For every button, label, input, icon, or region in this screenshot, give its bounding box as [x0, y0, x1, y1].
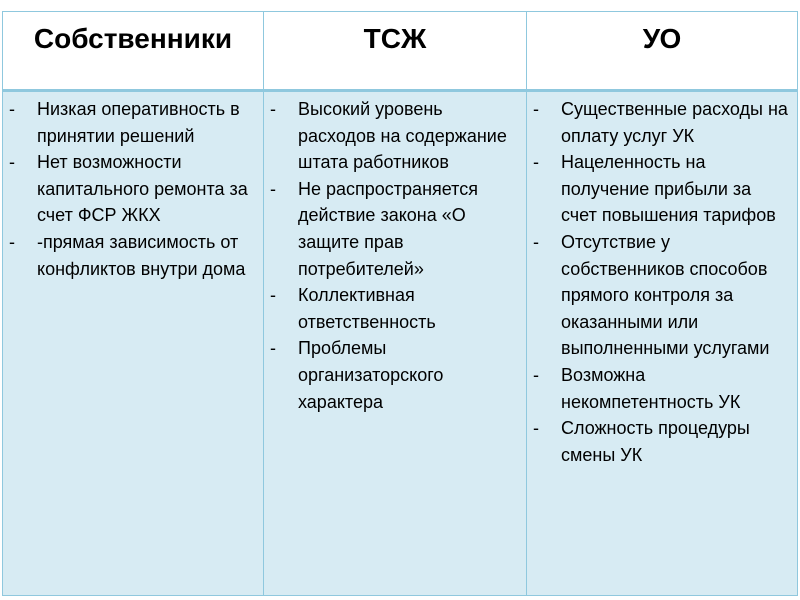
cell-owners	[3, 91, 264, 596]
list-item	[9, 96, 255, 149]
list-item-text: Низкая оперативность в принятии решений	[37, 99, 240, 146]
header-tszh: ТСЖ	[264, 12, 527, 91]
header-owners: Собственники	[3, 12, 264, 91]
dash-bullet: -	[9, 231, 15, 252]
dash-bullet: -	[9, 152, 15, 173]
list-item-text: Не распространяется действие закона «О защите прав потребителей»	[298, 178, 478, 279]
list-item	[270, 335, 518, 415]
list-item-text: Коллективная ответственность	[298, 285, 436, 332]
body-row	[3, 91, 798, 596]
list-item	[533, 96, 789, 149]
tszh-disadvantages-list	[270, 96, 518, 415]
comparison-table	[2, 11, 798, 596]
list-item	[533, 362, 789, 415]
list-item	[533, 149, 789, 229]
list-item	[270, 282, 518, 335]
cell-tszh	[264, 91, 527, 596]
list-item-text: Проблемы организаторского характера	[298, 338, 444, 412]
list-item	[270, 96, 518, 176]
list-item-text: Существенные расходы на оплату услуг УК	[561, 99, 788, 146]
dash-bullet: -	[270, 99, 276, 119]
list-item-text: Отсутствие у собственников способов прямого контроля за оказанными или выполненными услугами	[561, 231, 770, 359]
list-item-text: -прямая зависимость от конфликтов внутри дома	[37, 231, 246, 279]
dash-bullet: -	[270, 285, 276, 306]
header-uo: УО	[527, 12, 798, 91]
list-item	[9, 149, 255, 229]
dash-bullet: -	[533, 418, 539, 439]
owners-disadvantages-list	[9, 96, 255, 282]
uo-disadvantages-list	[533, 96, 789, 468]
list-item	[533, 229, 789, 362]
list-item-text: Нет возможности капитального ремонта за счет ФСР ЖКХ	[37, 152, 248, 226]
dash-bullet: -	[533, 152, 539, 173]
list-item-text: Возможна некомпетентность УК	[561, 364, 741, 412]
dash-bullet: -	[533, 364, 539, 385]
list-item-text: Высокий уровень расходов на содержание штата работников	[298, 99, 507, 173]
list-item	[533, 415, 789, 468]
header-row	[3, 12, 798, 91]
list-item	[9, 229, 255, 282]
dash-bullet: -	[9, 99, 15, 119]
dash-bullet: -	[533, 99, 539, 119]
list-item-text: Нацеленность на получение прибыли за счет повышения тарифов	[561, 152, 776, 226]
list-item-text: Сложность процедуры смены УК	[561, 418, 750, 465]
list-item	[270, 176, 518, 282]
cell-uo	[527, 91, 798, 596]
dash-bullet: -	[270, 338, 276, 359]
dash-bullet: -	[270, 178, 276, 199]
dash-bullet: -	[533, 231, 539, 252]
